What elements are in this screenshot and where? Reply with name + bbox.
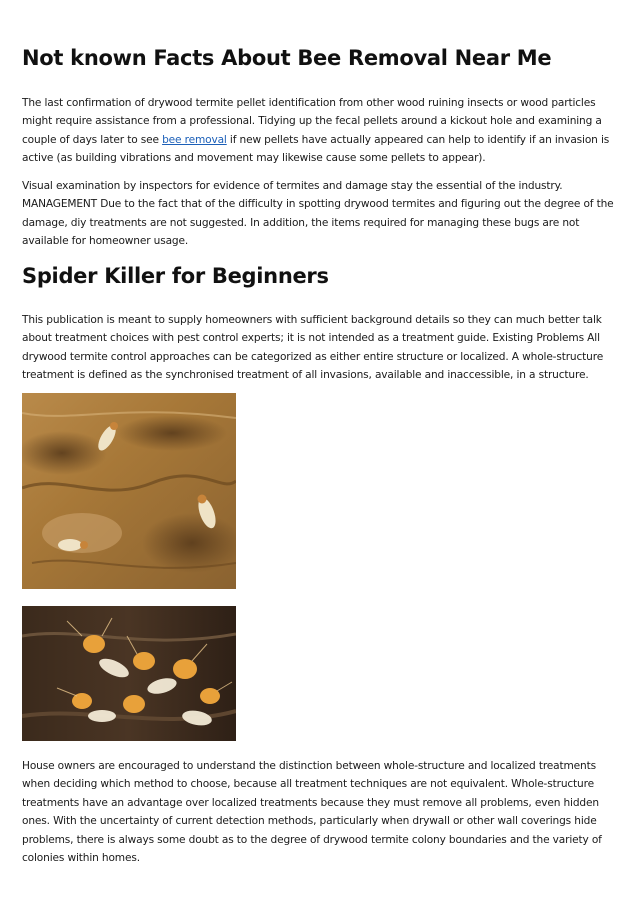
paragraph-visual-examination: Visual examination by inspectors for evidence of termites and damage stay the essential of the industry. MANAGEMENT Due to the fact that of the difficulty in spotting drywood termites and figuring out the degree of the damage, diy treatments are not suggested. In addition, the items required for managing these bugs are not available for homeowner usage. xyxy=(22,180,614,248)
termite-swarm-photo xyxy=(22,606,236,741)
heading-bee-removal: Not known Facts About Bee Removal Near Me xyxy=(22,46,552,70)
paragraph-pellet-identification xyxy=(22,94,616,168)
paragraph-treatment-distinction: House owners are encouraged to understand the distinction between whole-structure and localized treatments when deciding which method to choose, because all treatment techniques are not equivalent. Whole-structure treatments have an advantage over localized treatments because they must remove all problems, even hidden ones. With the uncertainty of current detection methods, particularly when drywall or other wall coverings hide problems, there is always some doubt as to the degree of drywood termite colony boundaries and the variety of colonies within homes. xyxy=(22,760,602,865)
termites-on-wood-photo xyxy=(22,393,236,589)
heading-spider-killer: Spider Killer for Beginners xyxy=(22,264,329,288)
paragraph-publication-intro: This publication is meant to supply homeowners with sufficient background details so they can much better talk about treatment choices with pest control experts; it is not intended as a treatment guide. Existing Problems All drywood termite control approaches can be categorized as either entire structure or localized. A whole-structure treatment is defined as the synchronised treatment of all invasions, available and inaccessible, in a structure. xyxy=(22,314,604,382)
paragraph-text: The last confirmation of drywood termite pellet identification from other wood ruining insects or wood particles might require assistance from a professional. Tidying up the fecal pellets around a kickout hole and examining a couple of days later to see xyxy=(22,97,602,146)
bee-removal-link[interactable]: bee removal xyxy=(162,133,227,146)
paragraph-text: if new pellets have actually appeared can help to identify if an invasion is active (as building vibrations and movement may likewise cause some pellets to appear). xyxy=(22,133,610,165)
